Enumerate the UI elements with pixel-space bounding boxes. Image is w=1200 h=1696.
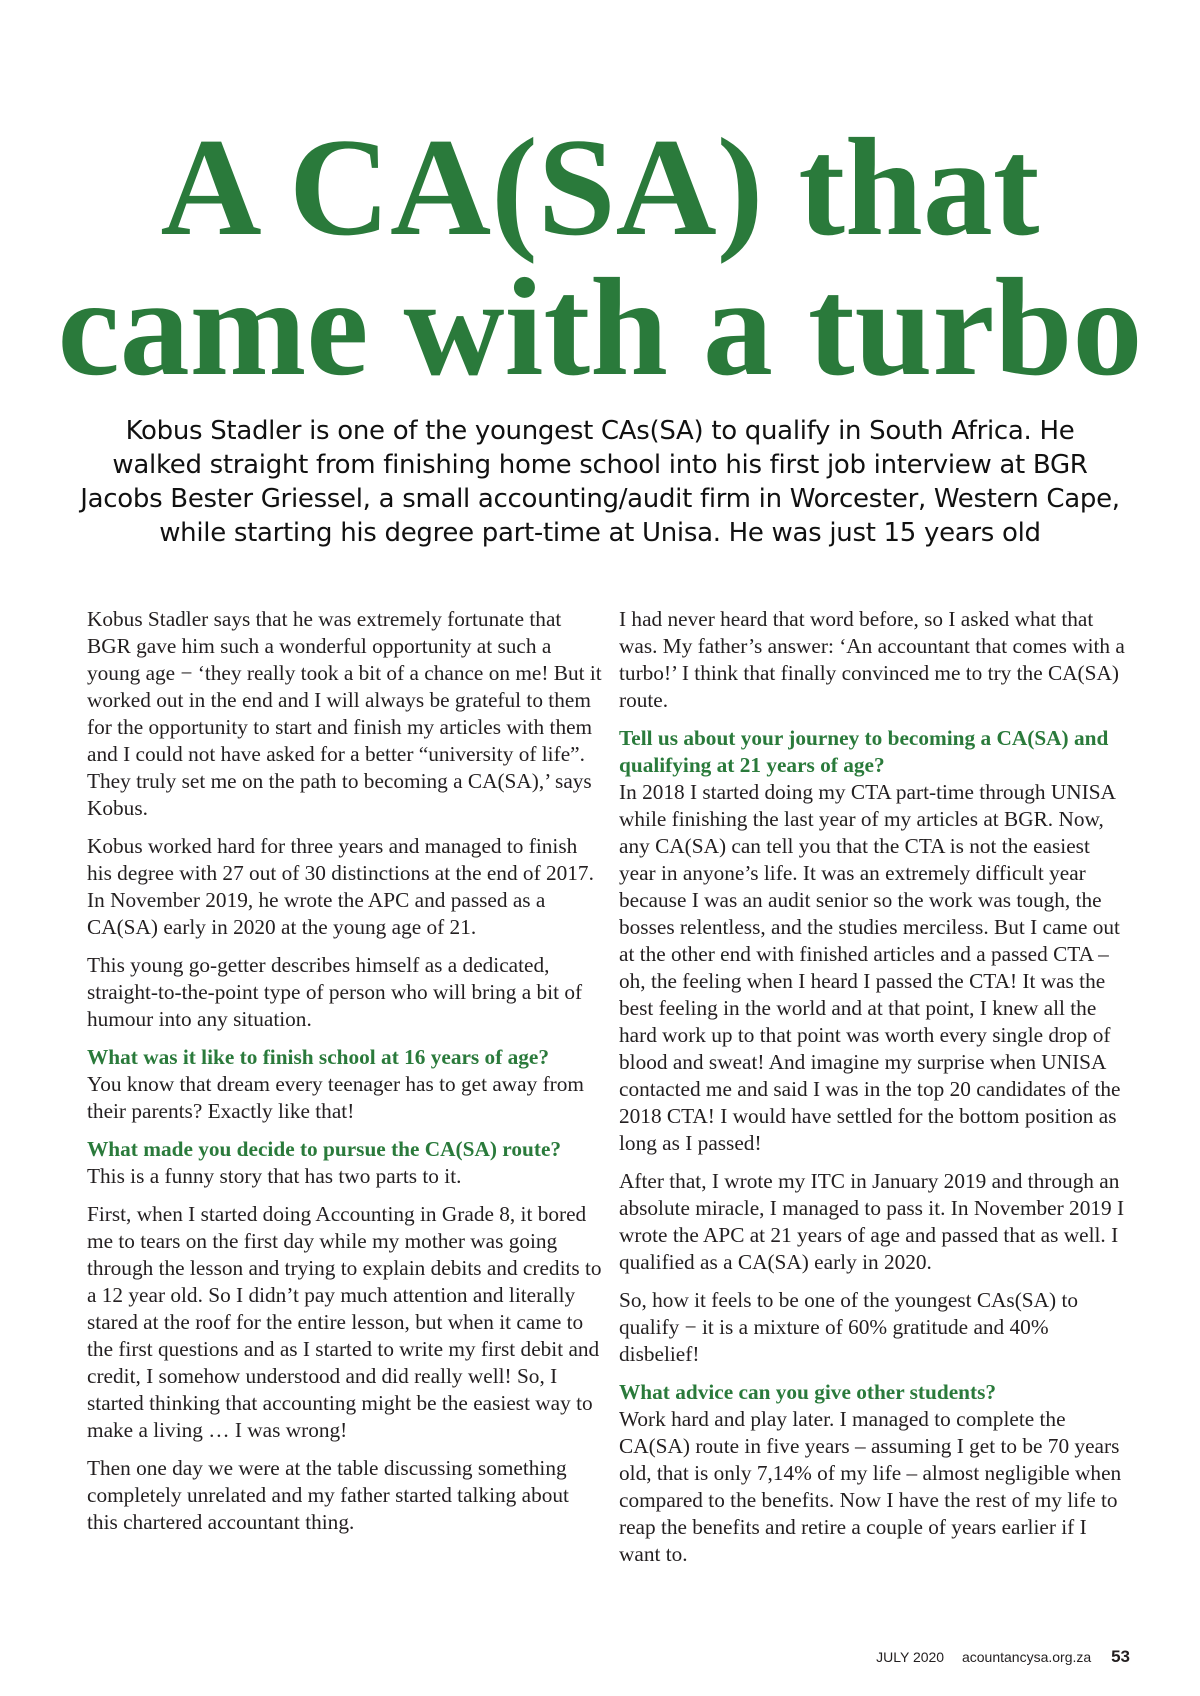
answer-paragraph: In 2018 I started doing my CTA part-time through UNISA while finishing the last year of my articles at BGR. Now, any CA(SA) can tell you that the CTA is not the easiest year in anyone’s life. It was an extremely difficult year because I was an audit senior so the work was tough, the bosses relentless, and the studies merciless. But I came out at the other end with finished articles and a passed CTA – oh, the feeling when I heard I passed the CTA! It was the best feeling in the world and at that point, I knew all the hard work up to that point was worth every single drop of blood and sweat! And imagine my surprise when UNISA contacted me and said I was in the top 20 candidates of the 2018 CTA! I would have settled for the bottom position as long as I passed!	[619, 780, 1121, 1155]
qa-block	[87, 1044, 602, 1125]
paragraph: I had never heard that word before, so I asked what that was. My father’s answer: ‘An accountant that comes with a turbo!’ I think that finally convinced me to try the CA(SA) route.	[619, 607, 1125, 712]
paragraph: So, how it feels to be one of the youngest CAs(SA) to qualify − it is a mixture of 60% gratitude and 40% disbelief!	[619, 1288, 1079, 1366]
paragraph: After that, I wrote my ITC in January 2019 and through an absolute miracle, I managed to pass it. In November 2019 I wrote the APC at 21 years of age and passed that as well. I qualified as a CA(SA) early in 2020.	[619, 1169, 1125, 1274]
qa-block	[87, 1136, 602, 1190]
issue-date: JULY 2020	[876, 1649, 945, 1665]
paragraph: First, when I started doing Accounting in Grade 8, it bored me to tears on the first day while my mother was going through the lesson and trying to explain debits and credits to a 12 year old. So I didn’t pay much attention and literally stared at the roof for the entire lesson, but when it came to the first questions and as I started to write my first debit and credit, I somehow understood and did really well! So, I started thinking that accounting might be the easiest way to make a living … I was wrong!	[87, 1202, 602, 1442]
question-heading: What was it like to finish school at 16 years of age?	[87, 1045, 550, 1069]
qa-block	[619, 725, 1129, 1157]
headline-line-1: A CA(SA) that	[160, 110, 1040, 265]
question-heading: Tell us about your journey to becoming a CA(SA) and qualifying at 21 years of age?	[619, 726, 1109, 777]
article-standfirst: Kobus Stadler is one of the youngest CAs(SA) to qualify in South Africa. He walked straight from finishing home school into his first job interview at BGR Jacobs Bester Griessel, a small accounting/audit firm in Worcester, Western Cape, while starting his degree part-time at Unisa. He was just 15 years old	[80, 416, 1120, 548]
page-footer	[876, 1647, 1130, 1667]
left-column	[87, 606, 602, 1547]
answer-paragraph: You know that dream every teenager has to get away from their parents? Exactly like that!	[87, 1072, 584, 1123]
right-column	[619, 606, 1129, 1579]
paragraph: This young go-getter describes himself as a dedicated, straight-to-the-point type of person who will bring a bit of humour into any situation.	[87, 953, 583, 1031]
question-heading: What made you decide to pursue the CA(SA) route?	[87, 1137, 562, 1161]
article-headline	[40, 110, 1160, 405]
paragraph: Then one day we were at the table discussing something completely unrelated and my father started talking about this chartered accountant thing.	[87, 1456, 569, 1534]
paragraph: Kobus worked hard for three years and managed to finish his degree with 27 out of 30 distinctions at the end of 2017. In November 2019, he wrote the APC and passed as a CA(SA) early in 2020 at the young age of 21.	[87, 834, 594, 939]
answer-paragraph: Work hard and play later. I managed to complete the CA(SA) route in five years – assuming I get to be 70 years old, that is only 7,14% of my life – almost negligible when compared to the benefits. Now I have the rest of my life to reap the benefits and retire a couple of years earlier if I want to.	[619, 1407, 1122, 1566]
answer-paragraph: This is a funny story that has two parts to it.	[87, 1164, 462, 1188]
qa-block	[619, 1379, 1129, 1568]
question-heading: What advice can you give other students?	[619, 1380, 997, 1404]
page-number: 53	[1111, 1647, 1130, 1666]
footer-url[interactable]: acountancysa.org.za	[961, 1649, 1092, 1665]
headline-line-2: came with a turbo	[57, 250, 1143, 405]
paragraph: Kobus Stadler says that he was extremely fortunate that BGR gave him such a wonderful opportunity at such a young age − ‘they really took a bit of a chance on me! But it worked out in the end and I will always be grateful to them for the opportunity to start and finish my articles with them and I could not have asked for a better “university of life”. They truly set me on the path to becoming a CA(SA),’ says Kobus.	[87, 607, 602, 820]
